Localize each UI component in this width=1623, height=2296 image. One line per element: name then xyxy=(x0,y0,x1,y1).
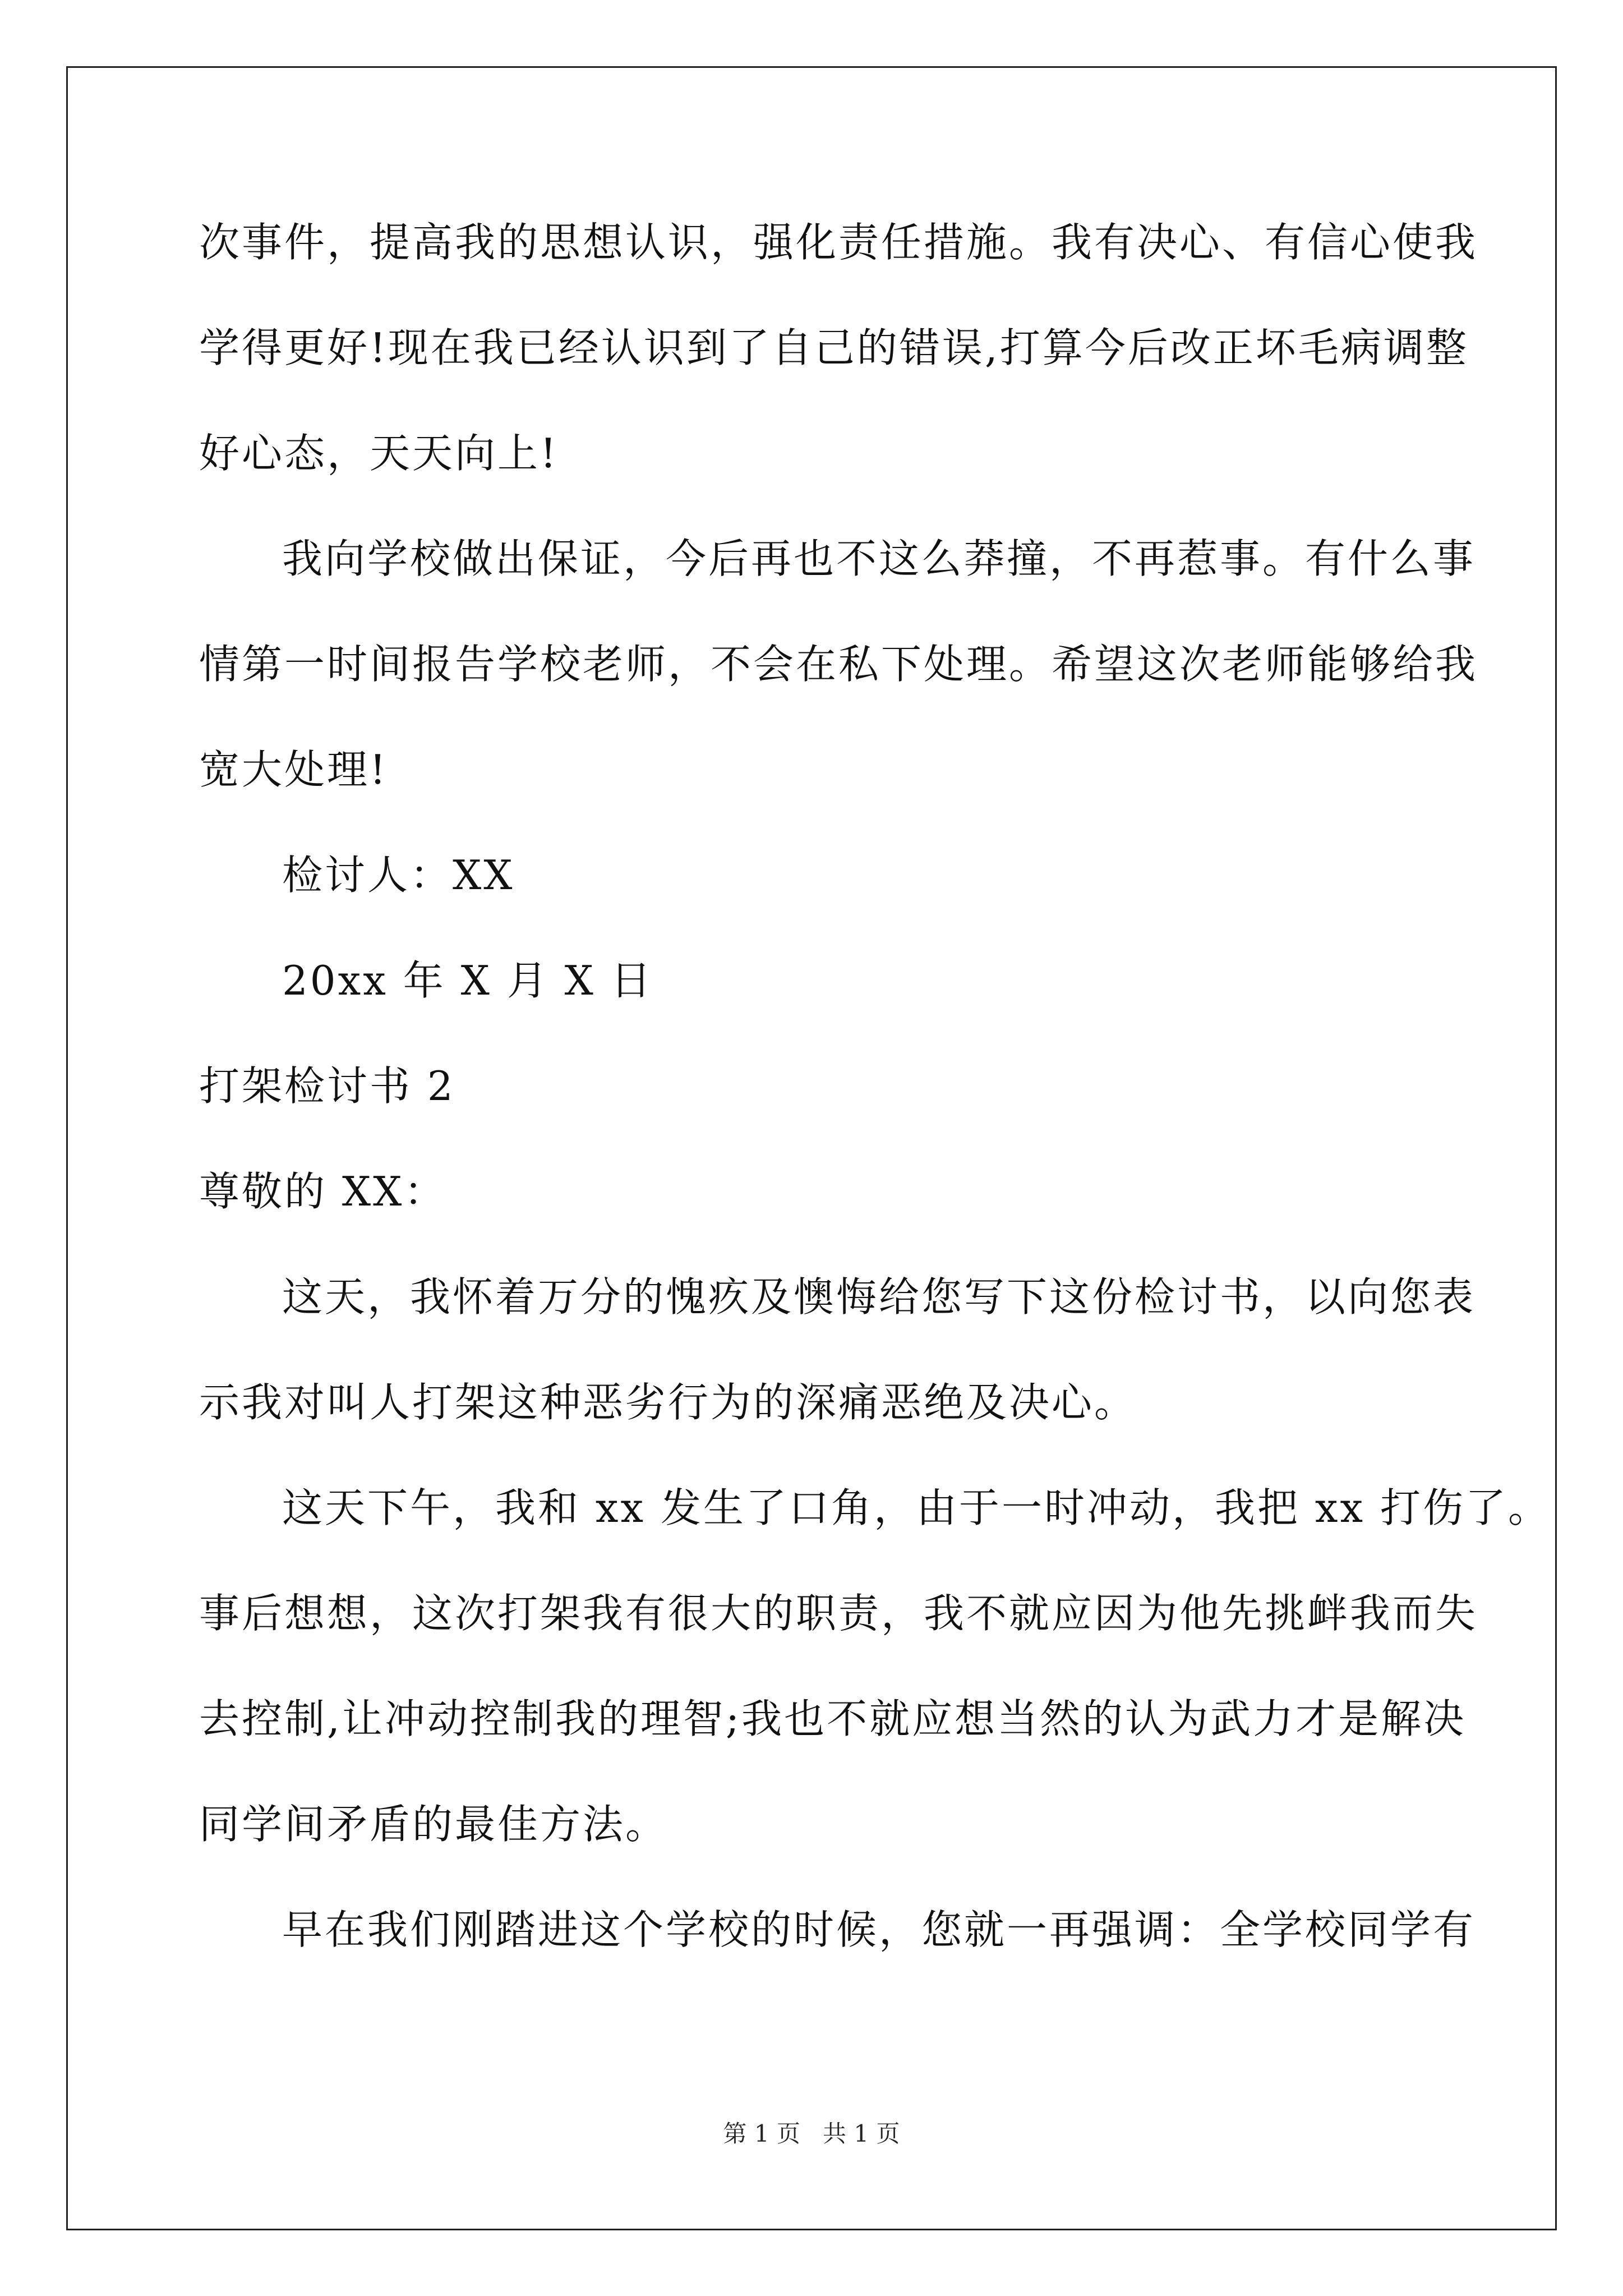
body-line: 好心态，天天向上! xyxy=(199,430,559,477)
body-line: 这天，我怀着万分的愧疚及懊悔给您写下这份检讨书，以向您表 xyxy=(282,1273,1476,1320)
body-line: 次事件，提高我的思想认识，强化责任措施。我有决心、有信心使我 xyxy=(199,219,1478,266)
page-footer: 第 1 页 共 1 页 xyxy=(723,2120,900,2147)
body-line: 情第一时间报告学校老师，不会在私下处理。希望这次老师能够给我 xyxy=(199,641,1478,688)
salutation: 尊敬的 XX： xyxy=(199,1168,447,1215)
body-line: 去控制,让冲动控制我的理智;我也不就应想当然的认为武力才是解决 xyxy=(199,1695,1467,1742)
body-line: 这天下午，我和 xx 发生了口角，由于一时冲动，我把 xx 打伤了。 xyxy=(282,1484,1551,1531)
body-line: 宽大处理! xyxy=(199,746,388,793)
section-title: 打架检讨书 2 xyxy=(199,1062,455,1110)
signature-line: 检讨人：XX xyxy=(282,852,515,899)
body-line: 早在我们刚踏进这个学校的时候，您就一再强调：全学校同学有 xyxy=(282,1906,1476,1953)
body-line: 我向学校做出保证，今后再也不这么莽撞，不再惹事。有什么事 xyxy=(282,535,1476,582)
body-line: 事后想想，这次打架我有很大的职责，我不就应因为他先挑衅我而失 xyxy=(199,1590,1478,1637)
body-line: 学得更好!现在我已经认识到了自己的错误,打算今后改正坏毛病调整 xyxy=(199,324,1469,371)
body-line: 同学间矛盾的最佳方法。 xyxy=(199,1801,668,1848)
body-line: 示我对叫人打架这种恶劣行为的深痛恶绝及决心。 xyxy=(199,1379,1137,1426)
date-line: 20xx 年 X 月 X 日 xyxy=(282,957,653,1004)
